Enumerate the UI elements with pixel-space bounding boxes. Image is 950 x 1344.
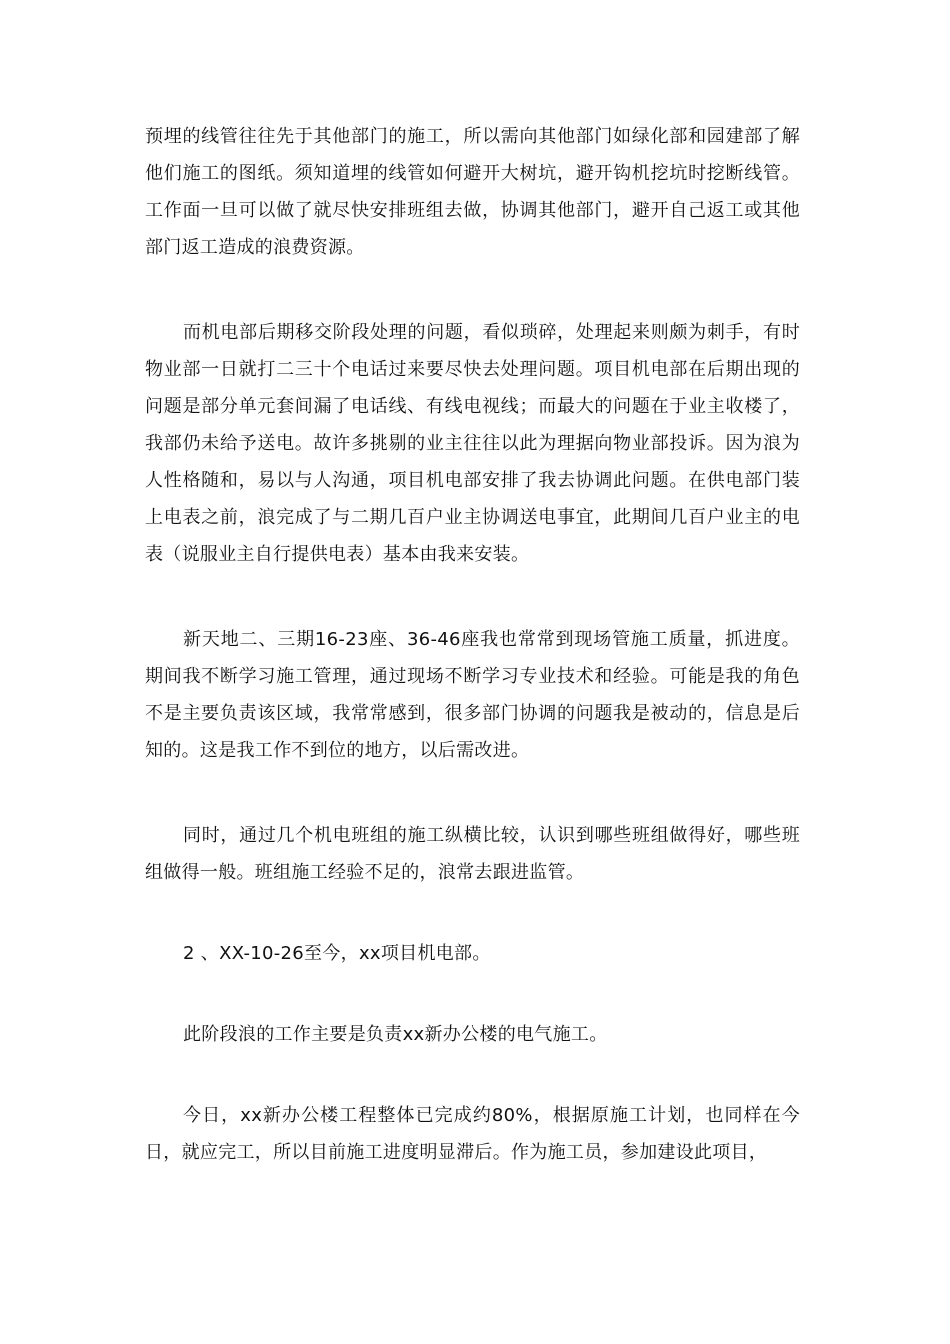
paragraph-3: 新天地二、三期16-23座、36-46座我也常常到现场管施工质量，抓进度。期间我不断学习施工管理，通过现场不断学习专业技术和经验。可能是我的角色不是主要负责该区域，我常常感到，很多部门协调的问题我是被动的，信息是后知的。这是我工作不到位的地方，以后需改进。 xyxy=(145,629,800,761)
paragraph-6: 今日，xx新办公楼工程整体已完成约80%，根据原施工计划，也同样在今日，就应完工，所以目前施工进度明显滞后。作为施工员，参加建设此项目， xyxy=(145,1105,800,1163)
paragraph-gap xyxy=(145,266,800,314)
paragraph-gap xyxy=(145,1053,800,1097)
paragraph-gap xyxy=(145,891,800,935)
paragraph-gap xyxy=(145,972,800,1016)
document-body xyxy=(145,118,800,1171)
paragraph-gap xyxy=(145,573,800,621)
paragraph-4: 同时，通过几个机电班组的施工纵横比较，认识到哪些班组做得好，哪些班组做得一般。班组施工经验不足的，浪常去跟进监管。 xyxy=(145,825,800,883)
paragraph-1: 预埋的线管往往先于其他部门的施工，所以需向其他部门如绿化部和园建部了解他们施工的图纸。须知道埋的线管如何避开大树坑，避开钩机挖坑时挖断线管。工作面一旦可以做了就尽快安排班组去做，协调其他部门，避开自己返工或其他部门返工造成的浪费资源。 xyxy=(145,126,800,258)
paragraph-gap xyxy=(145,769,800,817)
section-heading: 2 、XX-10-26至今，xx项目机电部。 xyxy=(183,943,491,964)
paragraph-2: 而机电部后期移交阶段处理的问题，看似琐碎，处理起来则颇为刺手，有时物业部一日就打二三十个电话过来要尽快去处理问题。项目机电部在后期出现的问题是部分单元套间漏了电话线、有线电视线；而最大的问题在于业主收楼了，我部仍未给予送电。故许多挑剔的业主往往以此为理据向物业部投诉。因为浪为人性格随和，易以与人沟通，项目机电部安排了我去协调此问题。在供电部门装上电表之前，浪完成了与二期几百户业主协调送电事宜，此期间几百户业主的电表（说服业主自行提供电表）基本由我来安装。 xyxy=(145,322,800,565)
paragraph-5: 此阶段浪的工作主要是负责xx新办公楼的电气施工。 xyxy=(183,1024,608,1045)
